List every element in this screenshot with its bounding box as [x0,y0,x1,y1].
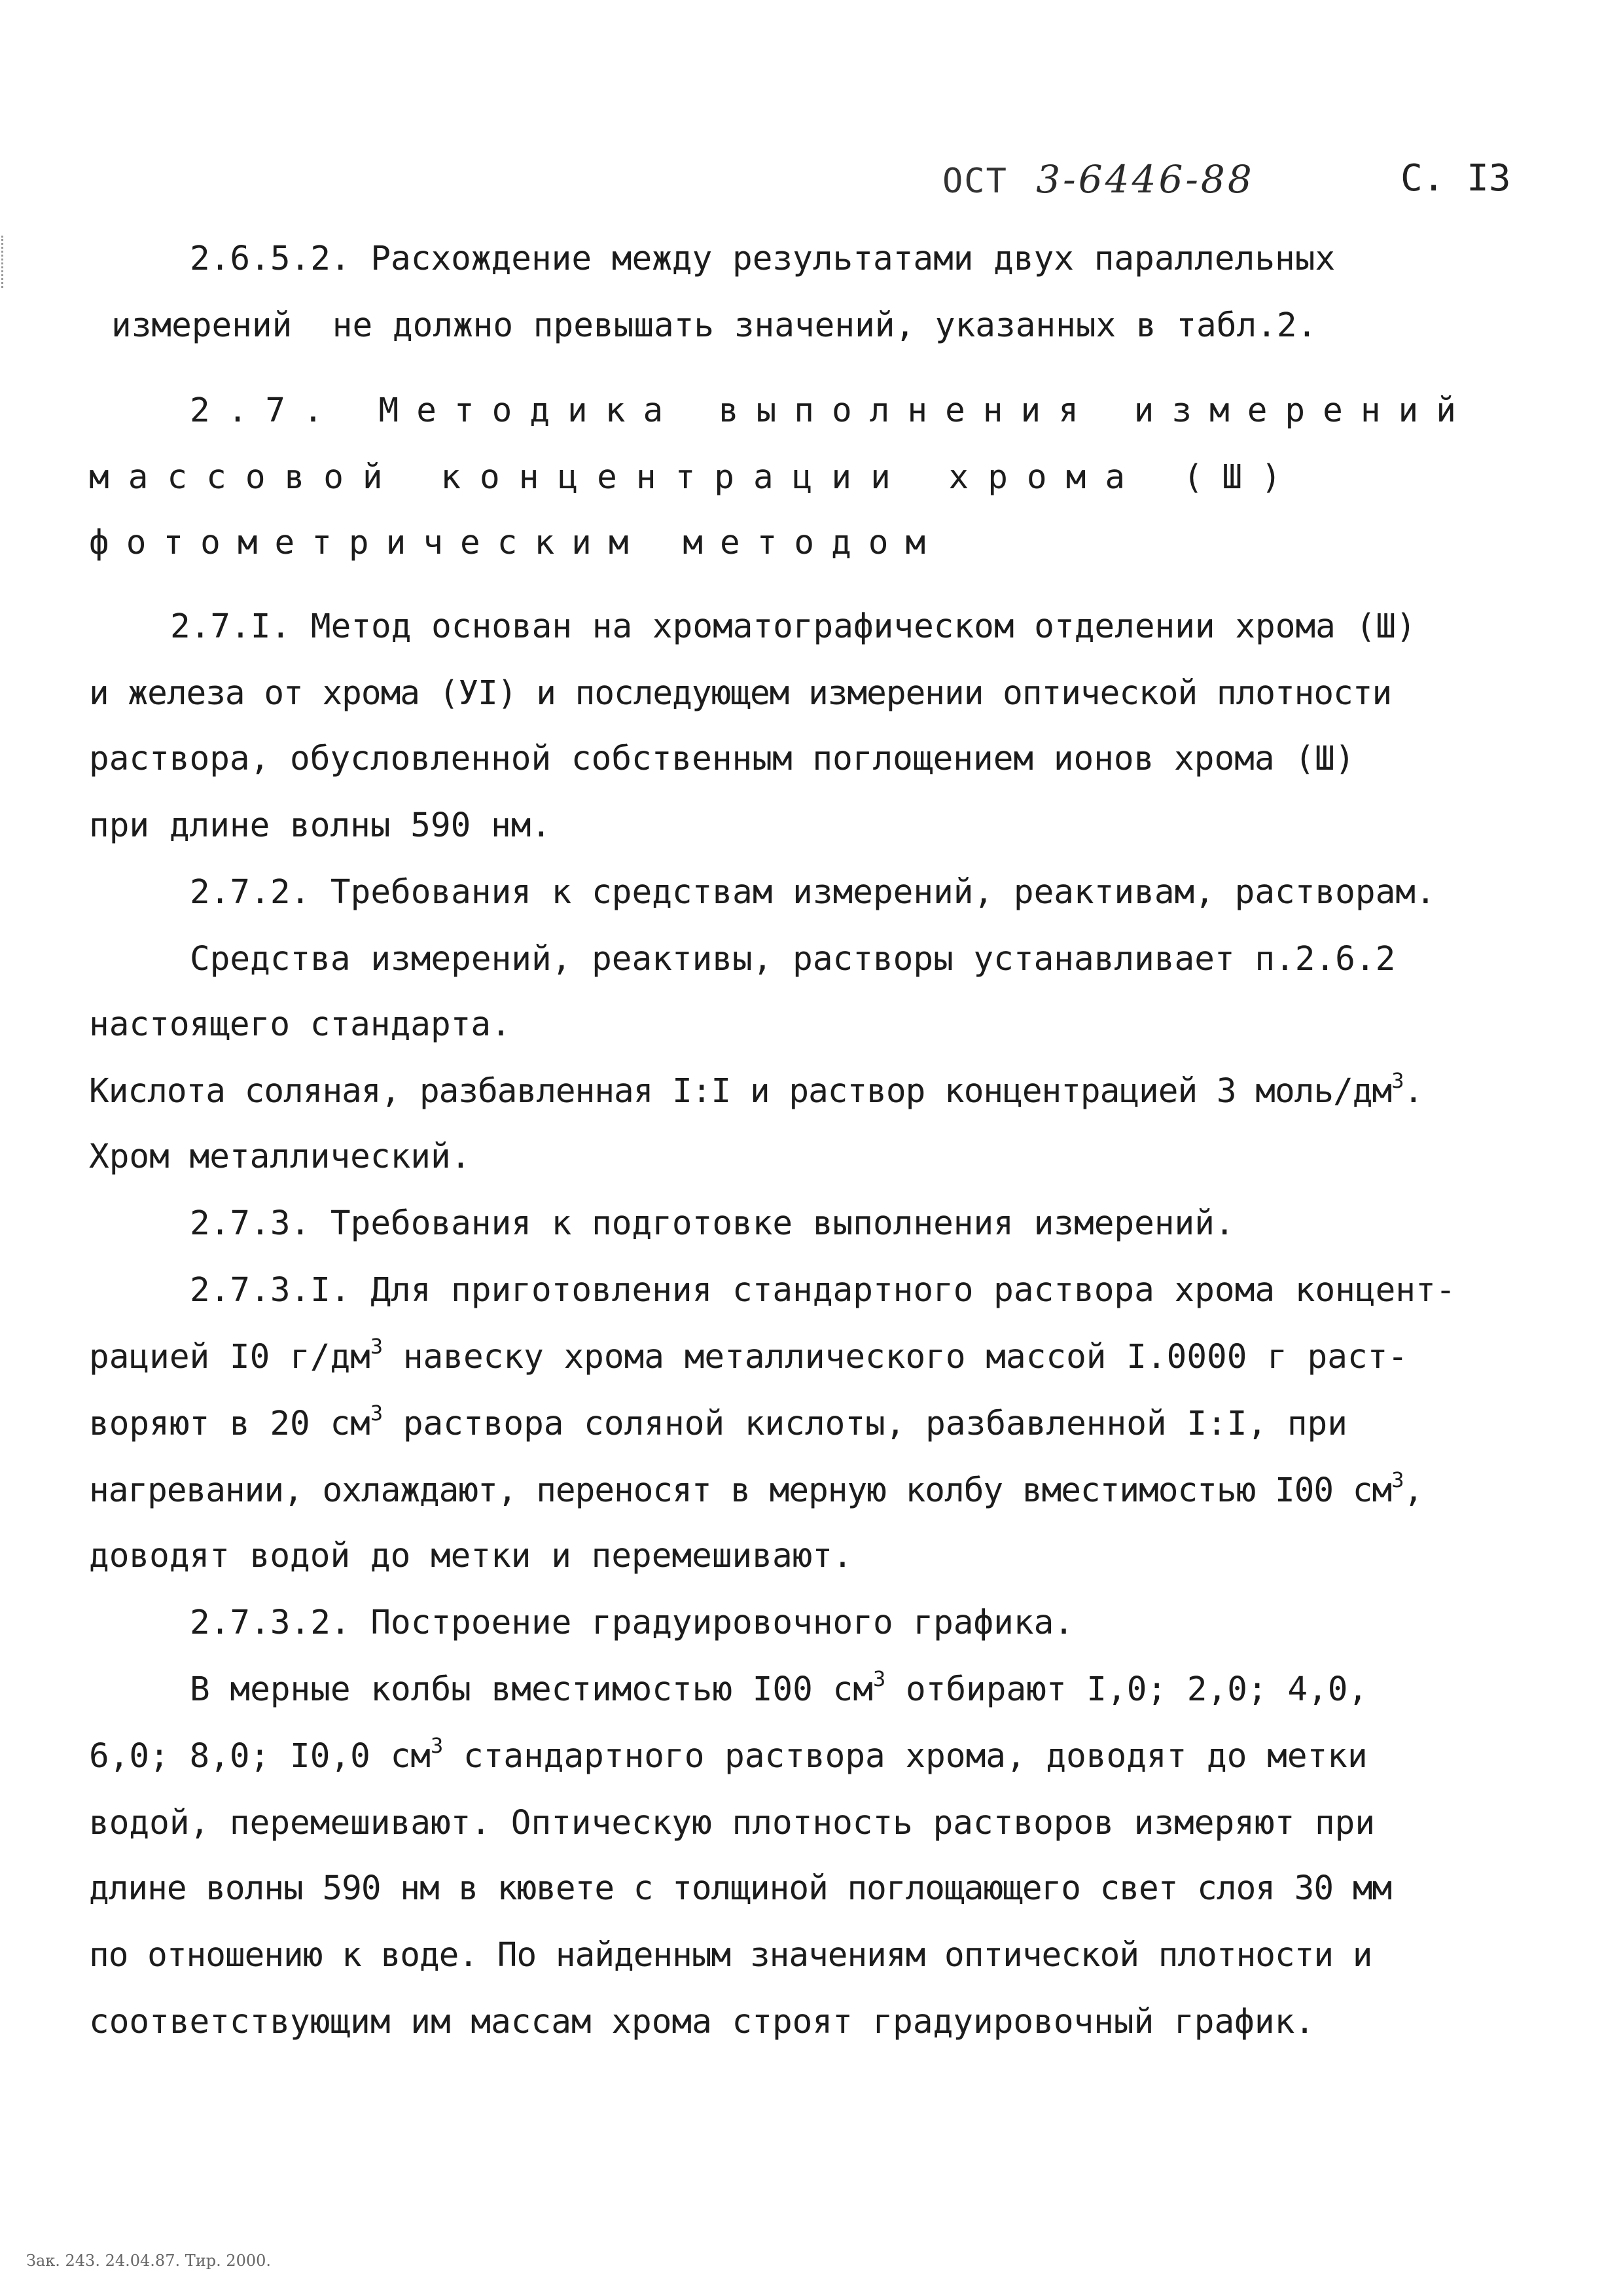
text-line-17 [89,1334,1408,1377]
text-line-13-end: . [1403,1072,1423,1111]
text-line-19-main: нагревании, охлаждают, переносят в мерную колбу вместимостью I00 см [89,1471,1392,1510]
printing-imprint: Зак. 243. 24.04.87. Тир. 2000. [26,2251,272,2270]
text-line-2: измерений не должно превышать значений, указанных в табл.2. [111,306,1317,345]
page-number: С. I3 [1400,157,1511,200]
text-line-24: водой, перемешивают. Оптическую плотность растворов измеряют при [89,1804,1376,1842]
text-line-18 [89,1401,1347,1444]
superscript-3: 3 [1391,1467,1404,1492]
text-line-17-start: рацией I0 г/дм [89,1338,370,1376]
text-line-12: настоящего стандарта. [89,1005,511,1044]
superscript-3: 3 [370,1334,383,1359]
text-line-26: по отношению к воде. По найденным значениям оптической плотности и [89,1936,1372,1975]
standard-designation [942,157,1255,202]
text-line-6: 2.7.I. Метод основан на хроматографическом отделении хрома (Ш) [170,607,1416,646]
text-line-22 [190,1666,1368,1710]
text-line-27: соответствующим им массам хрома строят градуировочный график. [89,2003,1315,2041]
section-heading-line-1: 2.7. Методика выполнения измерений [190,391,1474,430]
section-heading-line-2: массовой концентрации хрома (Ш) [89,458,1300,497]
text-line-15: 2.7.3. Требования к подготовке выполнения измерений. [190,1204,1235,1243]
standard-number: 3-6446-88 [1036,157,1255,202]
text-line-17-end: навеску хрома металлического массой I.0000 г раст- [383,1338,1408,1376]
text-line-7: и железа от хрома (УI) и последующем измерении оптической плотности [89,674,1392,713]
text-line-11: Средства измерений, реактивы, растворы устанавливает п.2.6.2 [190,940,1396,978]
margin-mark [1,236,6,288]
superscript-3: 3 [1391,1068,1404,1093]
text-line-8: раствора, обусловленной собственным поглощением ионов хрома (Ш) [89,740,1355,778]
text-line-18-end: раствора соляной кислоты, разбавленной I:I, при [383,1405,1347,1443]
text-line-19 [89,1467,1423,1511]
text-line-23-end: стандартного раствора хрома, доводят до метки [443,1737,1368,1776]
text-line-13 [89,1068,1423,1111]
text-line-25: длине волны 590 нм в кювете с толщиной поглощающего свет слоя 30 мм [89,1869,1392,1908]
superscript-3: 3 [872,1666,886,1691]
text-line-1: 2.6.5.2. Расхождение между результатами двух параллельных [190,240,1336,278]
text-line-10: 2.7.2. Требования к средствам измерений, реактивам, растворам. [190,873,1436,912]
superscript-3: 3 [370,1401,383,1426]
text-line-19-end: , [1403,1471,1423,1510]
text-line-18-start: воряют в 20 см [89,1405,370,1443]
standard-prefix: ОСТ [942,162,1008,201]
text-line-22-end: отбирают I,0; 2,0; 4,0, [885,1670,1368,1709]
text-line-23 [89,1733,1368,1776]
text-line-16: 2.7.3.I. Для приготовления стандартного раствора хрома концент- [190,1271,1456,1310]
text-line-23-start: 6,0; 8,0; I0,0 см [89,1737,431,1776]
text-line-20: доводят водой до метки и перемешивают. [89,1537,853,1575]
text-line-21: 2.7.3.2. Построение градуировочного графика. [190,1604,1075,1642]
text-line-14: Хром металлический. [89,1138,471,1176]
text-line-9: при длине волны 590 нм. [89,806,552,845]
section-heading-line-3: фотометрическим методом [89,524,943,562]
text-line-22-start: В мерные колбы вместимостью I00 см [190,1670,873,1709]
text-line-13-main: Кислота соляная, разбавленная I:I и раствор концентрацией 3 моль/дм [89,1072,1392,1111]
superscript-3: 3 [430,1733,444,1758]
